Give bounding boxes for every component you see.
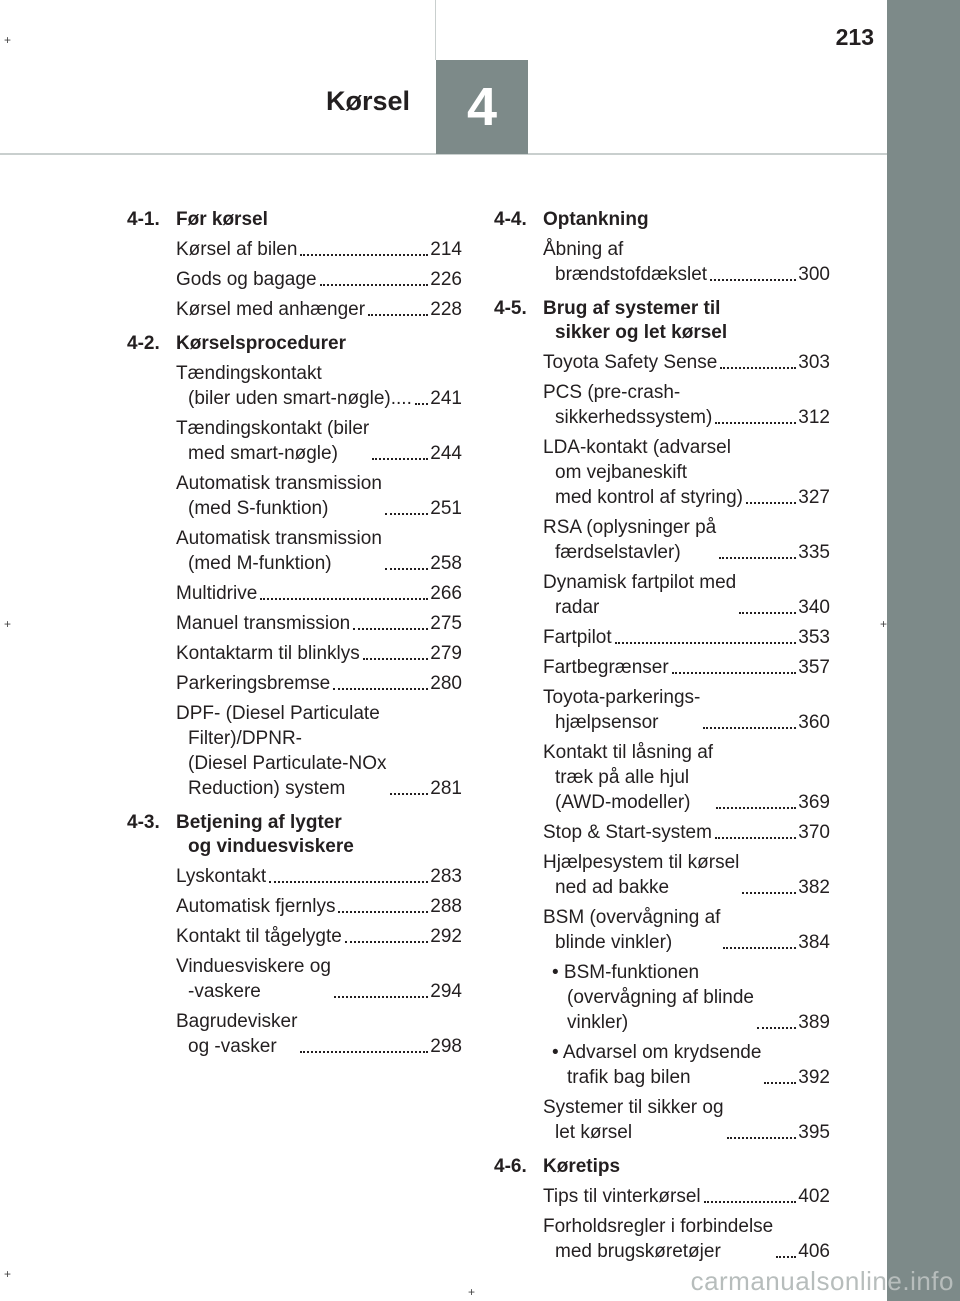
entry-line: Åbning af: [543, 239, 624, 260]
entry-text: [543, 515, 716, 565]
entry-line: Forholdsregler i forbindelse: [543, 1216, 774, 1237]
entry-text: [176, 954, 331, 1004]
entry-page-number: 288: [430, 896, 462, 917]
toc-entry[interactable]: [176, 361, 462, 411]
section-number: 4-2.: [127, 333, 160, 354]
entry-line: DPF- (Diesel Particulate: [176, 703, 380, 724]
toc-entry[interactable]: [543, 960, 830, 1035]
toc-entry[interactable]: [543, 655, 830, 680]
toc-entry[interactable]: [176, 864, 462, 889]
entry-text: [176, 416, 369, 466]
section-number: 4-6.: [494, 1156, 527, 1177]
toc-entry[interactable]: [543, 625, 830, 650]
entry-line: Dynamisk fartpilot med: [543, 572, 737, 593]
entry-line: Hjælpesystem til kørsel: [543, 852, 740, 873]
toc-entry[interactable]: [543, 380, 830, 430]
entry-line: • BSM-funktionen: [552, 962, 700, 983]
toc-entry[interactable]: [176, 1009, 462, 1059]
entry-line: Gods og bagage: [176, 269, 317, 290]
entry-line: -vaskere: [188, 981, 261, 1002]
dot-leader: [385, 568, 428, 570]
entry-page-number: 228: [430, 299, 462, 320]
entry-line: Tændingskontakt: [176, 363, 322, 384]
entry-page-number: 370: [798, 822, 830, 843]
entry-line: Kontakt til låsning af: [543, 742, 714, 763]
entry-line: færdselstavler): [555, 542, 681, 563]
entry-line: Reduction) system: [188, 778, 346, 799]
toc-entry[interactable]: [176, 641, 462, 666]
dot-leader: [723, 947, 796, 949]
entry-text: [543, 1040, 761, 1090]
toc-right-column: [494, 208, 830, 1274]
entry-page-number: 244: [430, 443, 462, 464]
entry-line: (biler uden smart-nøgle)....: [188, 388, 412, 409]
dot-leader: [363, 658, 429, 660]
entry-page-number: 214: [430, 239, 462, 260]
entry-line: med kontrol af styring): [555, 487, 743, 508]
section-number: 4-1.: [127, 209, 160, 230]
entry-text: [543, 380, 712, 430]
dot-leader: [716, 807, 796, 809]
entry-page-number: 281: [430, 778, 462, 799]
entry-text: [543, 350, 717, 375]
section-heading: [494, 297, 830, 345]
crop-mark: +: [4, 617, 12, 631]
entry-text: [176, 611, 350, 636]
crop-mark: +: [468, 1285, 476, 1299]
entry-line: med brugskøretøjer: [555, 1241, 721, 1262]
page-number: 213: [835, 24, 874, 50]
section-title: [543, 208, 649, 232]
dot-leader: [710, 279, 796, 281]
entry-text: [543, 1214, 773, 1264]
entry-line: Toyota-parkerings-: [543, 687, 701, 708]
toc-section: [127, 811, 462, 1059]
dot-leader: [415, 403, 428, 405]
toc-entry[interactable]: [176, 701, 462, 801]
entry-page-number: 395: [798, 1122, 830, 1143]
toc-entry[interactable]: [543, 515, 830, 565]
entry-page-number: 275: [430, 613, 462, 634]
entry-page-number: 251: [430, 498, 462, 519]
dot-leader: [320, 284, 429, 286]
entry-text: [176, 894, 335, 919]
dot-leader: [739, 612, 796, 614]
section-title-line: sikker og let kørsel: [555, 322, 728, 343]
entry-line: Filter)/DPNR-: [188, 728, 302, 749]
section-number: 4-4.: [494, 209, 527, 230]
toc-section: [494, 297, 830, 1145]
toc-entry[interactable]: [176, 581, 462, 606]
section-title: [543, 297, 727, 345]
section-title: [176, 332, 346, 356]
entry-line: Kontaktarm til blinklys: [176, 643, 360, 664]
section-heading: [494, 1155, 830, 1179]
entry-page-number: 292: [430, 926, 462, 947]
chapter-title: Kørsel: [325, 86, 410, 116]
entry-text: [176, 267, 317, 292]
toc-entry[interactable]: [543, 1214, 830, 1264]
entry-line: Multidrive: [176, 583, 258, 604]
dot-leader: [300, 1051, 428, 1053]
toc-entry[interactable]: [543, 1095, 830, 1145]
dot-leader: [720, 367, 796, 369]
toc-entry[interactable]: [176, 297, 462, 322]
entry-line: (med S-funktion): [188, 498, 329, 519]
toc-entry[interactable]: [176, 267, 462, 292]
section-number: 4-5.: [494, 298, 527, 319]
chapter-number: 4: [466, 77, 498, 137]
entry-page-number: 279: [430, 643, 462, 664]
toc-entry[interactable]: [543, 740, 830, 815]
entry-line: Toyota Safety Sense: [543, 352, 718, 373]
entry-line: og -vasker: [188, 1036, 277, 1057]
entry-line: Kontakt til tågelygte: [176, 926, 342, 947]
entry-page-number: 369: [798, 792, 830, 813]
toc-entry[interactable]: [543, 1184, 830, 1209]
entry-text: [176, 1009, 297, 1059]
section-heading: [127, 811, 462, 859]
entry-line: vinkler): [567, 1012, 629, 1033]
dot-leader: [672, 672, 797, 674]
entry-line: (Diesel Particulate-NOx: [188, 753, 387, 774]
entry-line: Automatisk transmission: [176, 528, 382, 549]
entry-text: [176, 864, 266, 889]
toc-entry[interactable]: [543, 1040, 830, 1090]
entry-text: [543, 1184, 701, 1209]
entry-line: Fartpilot: [543, 627, 612, 648]
section-title-line: Før kørsel: [176, 209, 268, 230]
entry-page-number: 258: [430, 553, 462, 574]
section-title-line: Køretips: [543, 1156, 621, 1177]
toc-left-column: [127, 208, 462, 1069]
entry-line: Systemer til sikker og: [543, 1097, 724, 1118]
entry-line: LDA-kontakt (advarsel: [543, 437, 731, 458]
entry-page-number: 283: [430, 866, 462, 887]
toc-entry[interactable]: [543, 685, 830, 735]
entry-text: [176, 701, 387, 801]
entry-text: [543, 960, 754, 1035]
toc-entry[interactable]: [543, 820, 830, 845]
chapter-number-box: [436, 60, 528, 154]
entry-line: Lyskontakt: [176, 866, 267, 887]
dot-leader: [269, 881, 428, 883]
toc-entry[interactable]: [543, 350, 830, 375]
header-divider: [435, 0, 436, 60]
entry-line: Parkeringsbremse: [176, 673, 331, 694]
entry-line: BSM (overvågning af: [543, 907, 721, 928]
entry-page-number: 226: [430, 269, 462, 290]
toc-entry[interactable]: [543, 905, 830, 955]
entry-page-number: 294: [430, 981, 462, 1002]
section-heading: [127, 208, 462, 232]
entry-text: [176, 641, 360, 666]
entry-page-number: 327: [798, 487, 830, 508]
entry-text: [543, 435, 743, 510]
watermark: carmanualsonline.info: [690, 1266, 954, 1296]
toc-section: [127, 208, 462, 322]
dot-leader: [334, 996, 428, 998]
section-title-line: Kørselsprocedurer: [176, 333, 347, 354]
dot-leader: [746, 502, 796, 504]
entry-page-number: 303: [798, 352, 830, 373]
entry-text: [176, 297, 365, 322]
entry-line: radar: [555, 597, 600, 618]
entry-text: [543, 820, 712, 845]
entry-text: [543, 570, 736, 620]
entry-line: Automatisk fjernlys: [176, 896, 336, 917]
toc-section: [494, 208, 830, 287]
toc-section: [127, 332, 462, 801]
entry-text: [543, 905, 720, 955]
entry-line: Fartbegrænser: [543, 657, 669, 678]
entry-line: (med M-funktion): [188, 553, 332, 574]
entry-page-number: 406: [798, 1241, 830, 1262]
dot-leader: [715, 837, 796, 839]
dot-leader: [353, 628, 428, 630]
dot-leader: [757, 1027, 796, 1029]
section-heading: [127, 332, 462, 356]
entry-text: [543, 685, 700, 735]
entry-page-number: 382: [798, 877, 830, 898]
entry-text: [543, 625, 612, 650]
section-title-line: Betjening af lygter: [176, 812, 342, 833]
entry-line: sikkerhedssystem): [555, 407, 713, 428]
entry-line: Kørsel af bilen: [176, 239, 298, 260]
dot-leader: [300, 254, 428, 256]
entry-line: træk på alle hjul: [555, 767, 690, 788]
toc-section: [494, 1155, 830, 1264]
entry-line: let kørsel: [555, 1122, 633, 1143]
toc-entry[interactable]: [176, 894, 462, 919]
dot-leader: [727, 1137, 797, 1139]
entry-text: [176, 471, 382, 521]
entry-text: [176, 526, 382, 576]
entry-page-number: 392: [798, 1067, 830, 1088]
toc-entry[interactable]: [176, 924, 462, 949]
entry-text: [543, 1095, 724, 1145]
entry-page-number: 335: [798, 542, 830, 563]
entry-page-number: 402: [798, 1186, 830, 1207]
entry-text: [176, 671, 330, 696]
dot-leader: [385, 513, 428, 515]
entry-line: om vejbaneskift: [555, 462, 688, 483]
entry-line: ned ad bakke: [555, 877, 670, 898]
entry-text: [543, 740, 713, 815]
entry-line: Manuel transmission: [176, 613, 351, 634]
toc-entry[interactable]: [176, 611, 462, 636]
entry-line: (AWD-modeller): [555, 792, 691, 813]
dot-leader: [368, 314, 428, 316]
dot-leader: [776, 1256, 796, 1258]
entry-line: brændstofdækslet: [555, 264, 708, 285]
entry-page-number: 266: [430, 583, 462, 604]
entry-line: Stop & Start-system: [543, 822, 712, 843]
entry-text: [176, 581, 257, 606]
entry-page-number: 357: [798, 657, 830, 678]
entry-line: Bagrudevisker: [176, 1011, 298, 1032]
entry-page-number: 360: [798, 712, 830, 733]
section-number: 4-3.: [127, 812, 160, 833]
chapter-sidebar: [887, 0, 960, 1301]
entry-text: [543, 655, 669, 680]
entry-line: Vinduesviskere og: [176, 956, 331, 977]
entry-text: [543, 237, 707, 287]
dot-leader: [703, 727, 796, 729]
toc-entry[interactable]: [176, 416, 462, 466]
dot-leader: [615, 642, 797, 644]
toc-entry[interactable]: [176, 237, 462, 262]
entry-line: blinde vinkler): [555, 932, 673, 953]
entry-page-number: 300: [798, 264, 830, 285]
entry-text: [176, 924, 342, 949]
entry-line: RSA (oplysninger på: [543, 517, 717, 538]
dot-leader: [704, 1201, 797, 1203]
entry-page-number: 312: [798, 407, 830, 428]
dot-leader: [260, 598, 428, 600]
entry-line: • Advarsel om krydsende: [552, 1042, 762, 1063]
entry-page-number: 389: [798, 1012, 830, 1033]
entry-line: trafik bag bilen: [567, 1067, 691, 1088]
entry-page-number: 298: [430, 1036, 462, 1057]
entry-line: hjælpsensor: [555, 712, 659, 733]
toc-entry[interactable]: [543, 570, 830, 620]
dot-leader: [764, 1082, 796, 1084]
toc-entry[interactable]: [176, 671, 462, 696]
toc-entry[interactable]: [543, 435, 830, 510]
entry-line: PCS (pre-crash-: [543, 382, 681, 403]
entry-line: Tips til vinterkørsel: [543, 1186, 701, 1207]
section-title-line: og vinduesviskere: [188, 836, 354, 857]
dot-leader: [345, 941, 428, 943]
entry-page-number: 384: [798, 932, 830, 953]
dot-leader: [333, 688, 428, 690]
entry-text: [176, 361, 412, 411]
dot-leader: [390, 793, 429, 795]
entry-text: [176, 237, 297, 262]
toc-entry[interactable]: [176, 526, 462, 576]
toc-entry[interactable]: [176, 471, 462, 521]
crop-mark: +: [4, 33, 12, 47]
entry-page-number: 353: [798, 627, 830, 648]
entry-line: Tændingskontakt (biler: [176, 418, 370, 439]
crop-mark: +: [4, 1267, 12, 1281]
section-title-line: Brug af systemer til: [543, 298, 721, 319]
dot-leader: [719, 557, 796, 559]
section-title-line: Optankning: [543, 209, 649, 230]
section-heading: [494, 208, 830, 232]
dot-leader: [338, 911, 428, 913]
dot-leader: [372, 458, 428, 460]
entry-text: [543, 850, 739, 900]
toc-entry[interactable]: [543, 850, 830, 900]
entry-page-number: 241: [430, 388, 462, 409]
toc-entry[interactable]: [543, 237, 830, 287]
dot-leader: [715, 422, 796, 424]
dot-leader: [742, 892, 796, 894]
entry-line: (overvågning af blinde: [567, 987, 754, 1008]
entry-line: med smart-nøgle): [188, 443, 338, 464]
section-title: [176, 208, 268, 232]
section-title: [176, 811, 354, 859]
toc-entry[interactable]: [176, 954, 462, 1004]
entry-page-number: 340: [798, 597, 830, 618]
section-title: [543, 1155, 620, 1179]
entry-page-number: 280: [430, 673, 462, 694]
entry-line: Automatisk transmission: [176, 473, 382, 494]
crop-mark: +: [880, 617, 888, 631]
entry-line: Kørsel med anhænger: [176, 299, 366, 320]
